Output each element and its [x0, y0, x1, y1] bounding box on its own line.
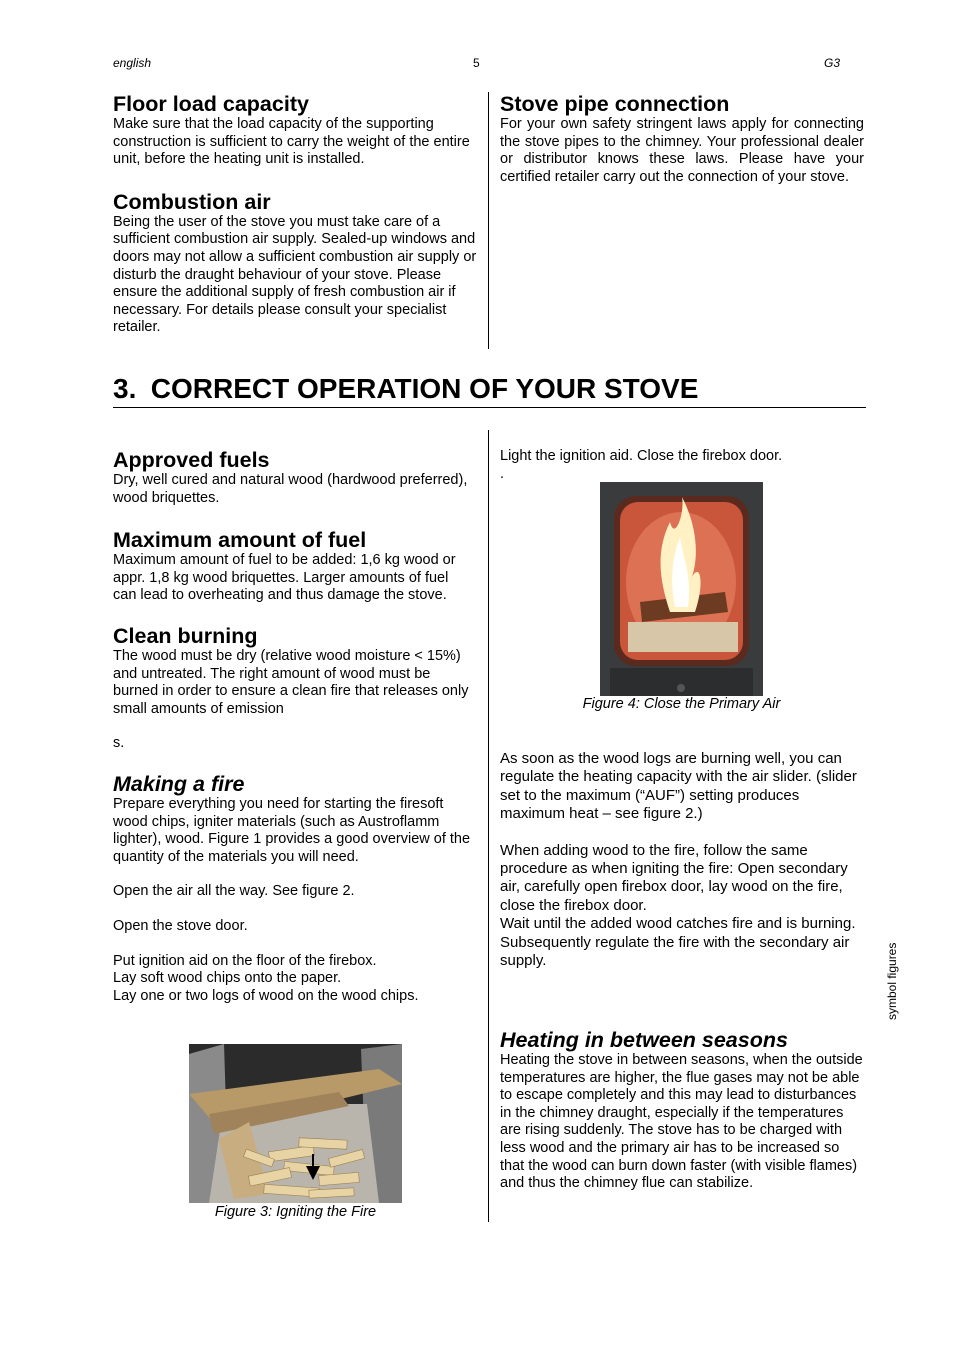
clean-burning-tail: s. [113, 735, 125, 752]
regulate-text: As soon as the wood logs are burning well, you can regulate the heating capacity with the air slider. (slider set to the maximum (“AUF”) setting produces maximum heat – see figure 2.) [500, 750, 857, 823]
stove-pipe-text: For your own safety stringent laws apply for connecting the stove pipes to the chimney. Your professional dealer or distributor knows these laws. Please have your certified retailer carry out the connection of your stove. [500, 116, 864, 185]
making-fire-p2: Open the air all the way. See figure 2. [113, 883, 355, 900]
figure-3-image [189, 1044, 402, 1203]
chapter-number: 3. [113, 373, 137, 404]
making-fire-p4b: Lay soft wood chips onto the paper. [113, 970, 342, 987]
wait-text: Wait until the added wood catches fire and is burning. Subsequently regulate the fire with the secondary air supply. [500, 915, 856, 970]
clean-burning-text: The wood must be dry (relative wood moisture < 15%) and untreated. The right amount of wood must be burned in order to ensure a clean fire that releases only small amounts of emission [113, 647, 469, 717]
approved-fuels-heading: Approved fuels [113, 448, 270, 472]
heating-between-text: Heating the stove in between seasons, when the outside temperatures are higher, the flue gases may not be able to escape completely and this may lead to disturbances in the chimney draught, especially if the temperatures are rising suddenly. The stove has to be charged with less wood and the primary air has to be increased so that the wood can burn down faster (with visible flames) and thus the chimney flue can stabilize. [500, 1052, 863, 1192]
bottom-left-column [113, 448, 475, 1005]
top-right-column [500, 92, 864, 186]
bottom-right-column [500, 448, 864, 483]
heating-between-section [500, 1028, 866, 1193]
adding-wood-text: When adding wood to the fire, follow the same procedure as when igniting the fire: Open secondary air, carefully open firebox door, lay wood on the fire, close the firebox door. [500, 841, 848, 914]
max-fuel-text: Maximum amount of fuel to be added: 1,6 kg wood or appr. 1,8 kg wood briquettes. Larger amounts of fuel can lead to overheating and thus damage the stove. [113, 552, 456, 604]
chapter-heading [113, 372, 866, 408]
making-fire-heading: Making a fire [113, 771, 245, 796]
max-fuel-heading: Maximum amount of fuel [113, 528, 367, 553]
top-left-column [113, 92, 478, 337]
clean-burning-heading: Clean burning [113, 623, 258, 648]
making-fire-p1: Prepare everything you need for starting the firesoft wood chips, igniter materials (such as Austroflamm lighter), wood. Figure 1 provides a good overview of the quantity of the materials you will need. [113, 795, 471, 865]
bottom-column-divider [488, 430, 489, 1222]
chapter-title: CORRECT OPERATION OF YOUR STOVE [150, 373, 699, 404]
firebox-wood-chips-illustration [189, 1044, 402, 1203]
floor-load-heading: Floor load capacity [113, 92, 309, 116]
floor-load-text: Make sure that the load capacity of the supporting construction is sufficient to carry the weight of the entire unit, before the heating unit is installed. [113, 116, 470, 168]
header-language: english [113, 56, 152, 70]
header-model: G3 [824, 56, 841, 70]
making-fire-p4c: Lay one or two logs of wood on the wood chips. [113, 987, 419, 1004]
heating-between-heading: Heating in between seasons [500, 1028, 788, 1052]
approved-fuels-text: Dry, well cured and natural wood (hardwood preferred), wood briquettes. [113, 472, 468, 506]
making-fire-p3: Open the stove door. [113, 917, 248, 934]
stove-pipe-heading: Stove pipe connection [500, 92, 730, 116]
light-ignition-text: Light the ignition aid. Close the firebox door. [500, 448, 783, 464]
side-label: symbol figures [885, 942, 899, 1020]
figure-4-caption: Figure 4: Close the Primary Air [582, 696, 781, 712]
stray-dot: . [500, 465, 505, 482]
bottom-right-lower [500, 750, 860, 970]
figure-4-image [600, 482, 763, 696]
stove-fire-illustration [600, 482, 763, 696]
combustion-air-text: Being the user of the stove you must take care of a sufficient combustion air supply. Sealed-up windows and doors may not allow a sufficient combustion air supply or disturb the draught behaviour of your stove. Please ensure the additional supply of fresh combustion air if necessary. For details please consult your specialist retailer. [113, 213, 477, 336]
making-fire-p4a: Put ignition aid on the floor of the firebox. [113, 952, 377, 969]
figure-3-caption: Figure 3: Igniting the Fire [214, 1204, 377, 1220]
combustion-air-heading: Combustion air [113, 189, 271, 214]
top-column-divider [488, 92, 489, 349]
page-number: 5 [473, 56, 480, 70]
